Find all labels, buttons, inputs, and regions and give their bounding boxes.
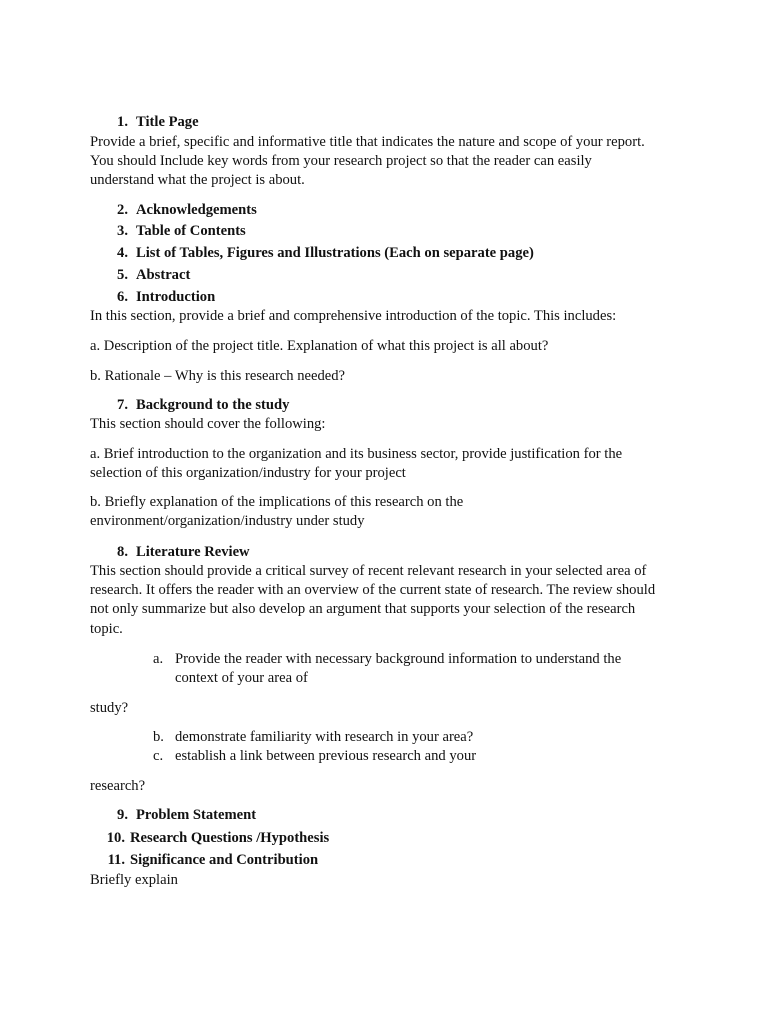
section-title: Title Page [136,114,199,130]
section-number: 6. [117,289,128,305]
list-item [153,649,621,669]
list-item-text: demonstrate familiarity with research in your area? [175,729,474,745]
paragraph-line: environment/organization/industry under study [90,513,365,529]
paragraph-line: b. Rationale – Why is this research needed? [90,368,346,384]
paragraph-line: Provide a brief, specific and informative title that indicates the nature and scope of your report. [90,134,645,150]
section-heading-problem-statement [104,805,256,825]
paragraph-line: not only summarize but also develop an argument that supports your selection of the research [90,601,636,617]
list-item-label: b. [153,729,164,745]
paragraph-line: research? [90,778,146,794]
section-heading-acknowledgements [104,200,257,220]
paragraph-line: topic. [90,621,123,637]
section-title: Research Questions /Hypothesis [130,830,330,846]
section-title: Problem Statement [136,807,257,823]
list-item-text: Provide the reader with necessary background information to understand the [175,651,622,667]
section-number: 3. [117,223,128,239]
section-number: 9. [117,807,128,823]
list-item [153,727,473,747]
section-heading-literature-review [104,542,250,562]
section-heading-list-of-tables [104,243,534,263]
section-number: 7. [117,397,128,413]
paragraph-line: You should Include key words from your research project so that the reader can easily [90,153,592,169]
paragraph-line: research. It offers the reader with an overview of the current state of research. The review should [90,582,656,598]
section-heading-introduction [104,287,215,307]
section-heading-abstract [104,265,190,285]
paragraph-line: a. Brief introduction to the organization and its business sector, provide justification for the [90,446,623,462]
list-item [153,746,476,766]
section-title: Abstract [136,267,191,283]
list-item-text: establish a link between previous research and your [175,748,477,764]
section-number: 1. [117,114,128,130]
section-number: 4. [117,245,128,261]
paragraph-line: This section should cover the following: [90,416,326,432]
paragraph-line: In this section, provide a brief and comprehensive introduction of the topic. This includes: [90,308,617,324]
section-title: Significance and Contribution [130,852,319,868]
section-number: 10. [106,830,125,846]
section-heading-research-questions [101,828,329,848]
section-title: List of Tables, Figures and Illustrations (Each on separate page) [136,245,534,261]
paragraph-line: Briefly explain [90,872,178,888]
section-title: Background to the study [136,397,290,413]
section-heading-table-of-contents [104,221,246,241]
section-title: Introduction [136,289,216,305]
list-item-label: a. [153,651,164,667]
list-item-label: c. [153,748,164,764]
section-title: Literature Review [136,544,250,560]
list-item-continuation: context of your area of [175,670,308,686]
section-title: Acknowledgements [136,202,257,218]
paragraph-line: selection of this organization/industry for your project [90,465,406,481]
paragraph-line: a. Description of the project title. Explanation of what this project is all about? [90,338,549,354]
section-heading-significance [101,850,318,870]
section-title: Table of Contents [136,223,246,239]
paragraph-line: understand what the project is about. [90,172,305,188]
section-heading-title-page [104,112,199,132]
paragraph-line: b. Briefly explanation of the implications of this research on the [90,494,464,510]
section-number: 2. [117,202,128,218]
section-number: 5. [117,267,128,283]
section-heading-background [104,395,289,415]
paragraph-line: This section should provide a critical survey of recent relevant research in your selected area of [90,563,647,579]
section-number: 8. [117,544,128,560]
section-number: 11. [107,852,125,868]
paragraph-line: study? [90,700,129,716]
